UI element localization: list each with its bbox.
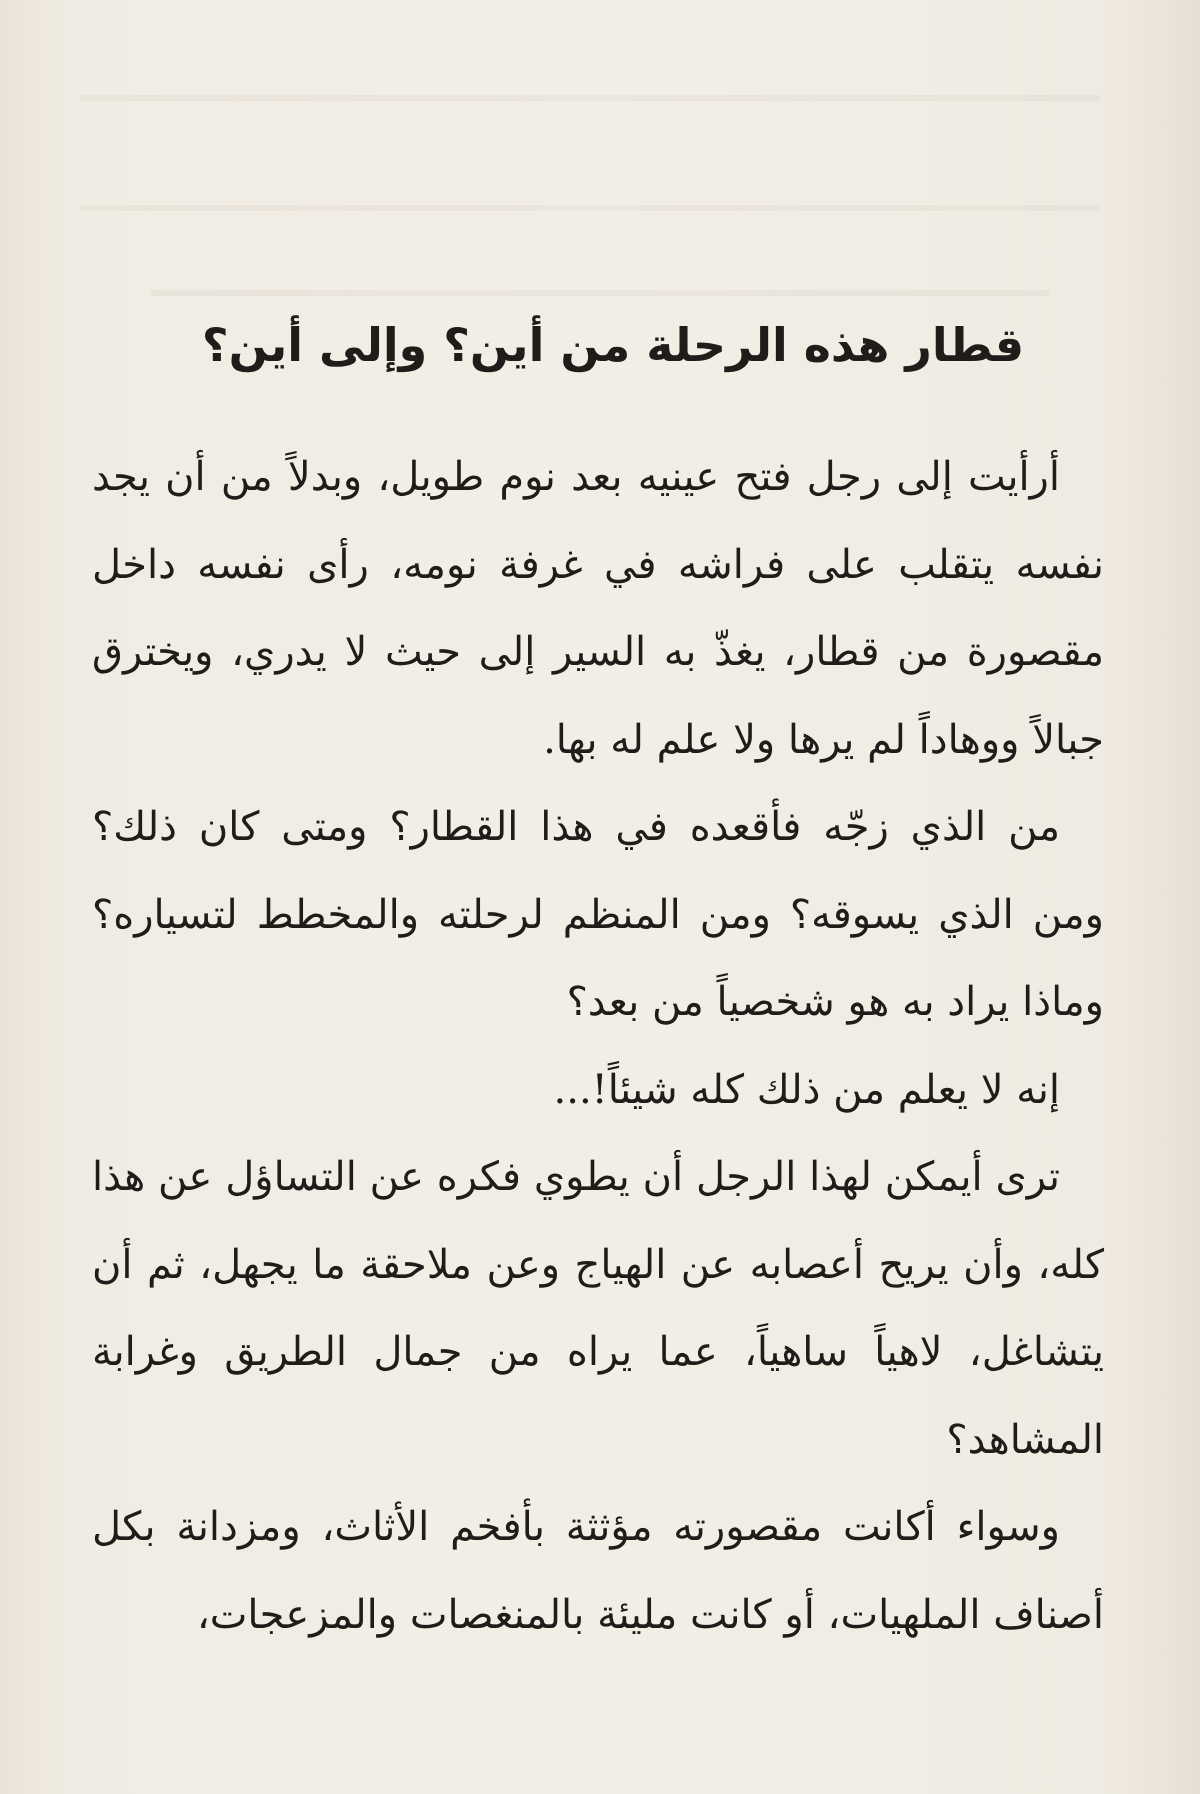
- bleed-through-line: [80, 95, 1100, 101]
- bleed-through-line: [150, 290, 1050, 296]
- paragraph: من الذي زجّه فأقعده في هذا القطار؟ ومتى كان ذلك؟ ومن الذي يسوقه؟ ومن المنظم لرحلته والمخطط لتسياره؟ وماذا يراد به هو شخصياً من بعد؟: [92, 804, 1104, 1025]
- paragraph: أرأيت إلى رجل فتح عينيه بعد نوم طويل، وبدلاً من أن يجد نفسه يتقلب على فراشه في غرفة نومه، رأى نفسه داخل مقصورة من قطار، يغذّ به السير إلى حيث لا يدري، ويخترق جبالاً ووهاداً لم يرها ولا علم له بها.: [92, 454, 1105, 763]
- paragraph: وسواء أكانت مقصورته مؤثثة بأفخم الأثاث، ومزدانة بكل أصناف الملهيات، أو كانت مليئة بالمنغصات والمزعجات،: [92, 1504, 1104, 1638]
- paragraph: ترى أيمكن لهذا الرجل أن يطوي فكره عن التساؤل عن هذا كله، وأن يريح أعصابه عن الهياج وعن ملاحقة ما يجهل، ثم أن يتشاغل، لاهياً ساهياً، عما يراه من جمال الطريق وغرابة المشاهد؟: [92, 1154, 1105, 1463]
- page-content: [92, 300, 1104, 1659]
- paragraph: إنه لا يعلم من ذلك كله شيئاً!...: [553, 1066, 1060, 1113]
- chapter-title: قطار هذه الرحلة من أين؟ وإلى أين؟: [201, 318, 1025, 372]
- bleed-through-line: [80, 205, 1100, 211]
